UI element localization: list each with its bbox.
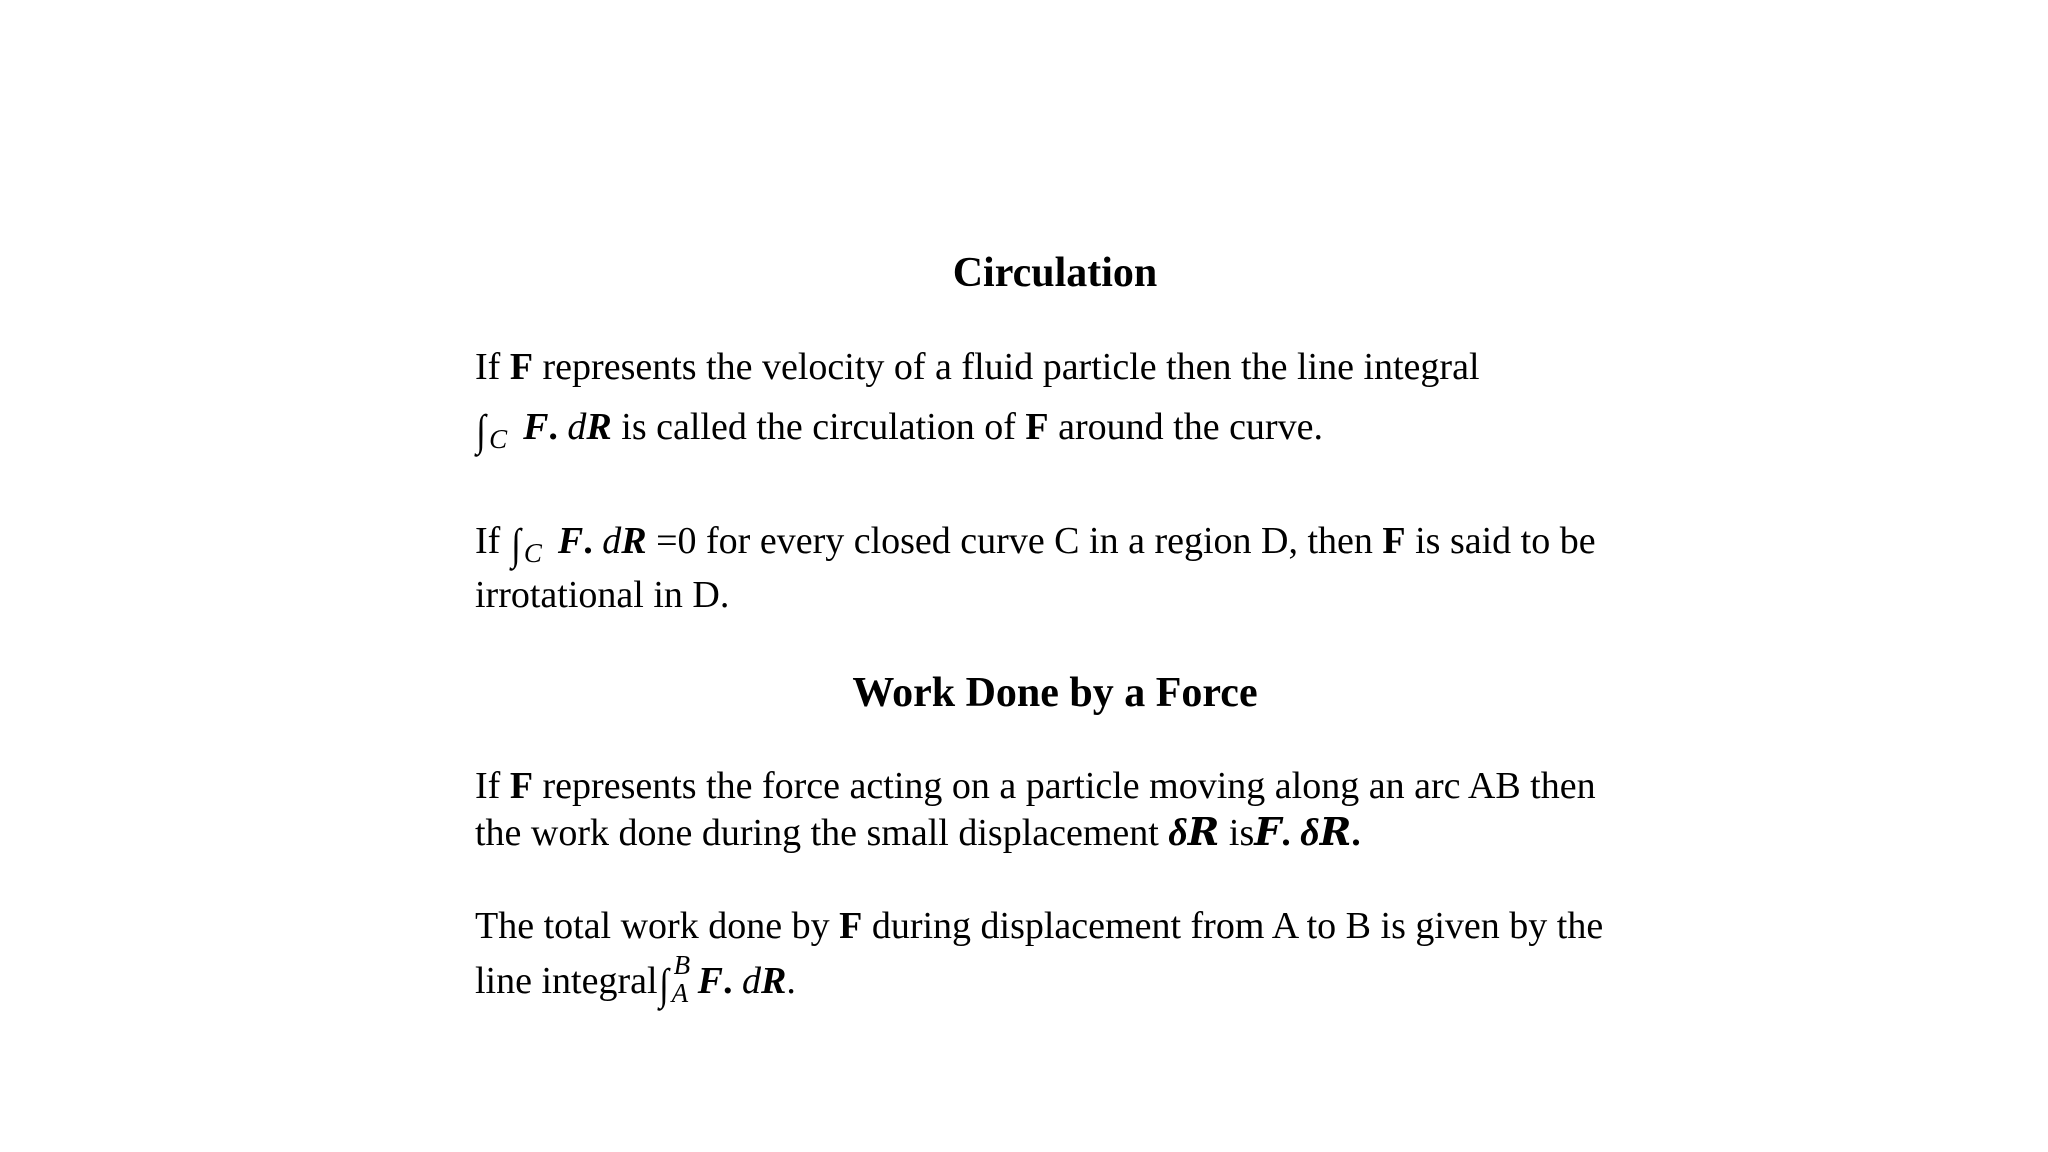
integral-lower-limit: A: [671, 978, 689, 1008]
vector-F: F: [509, 346, 534, 388]
integral-limits: [487, 404, 509, 454]
text: is called the circulation of: [611, 406, 1026, 448]
integral-lower-limit: C: [489, 424, 508, 454]
period: .: [1351, 812, 1361, 854]
expr-F: 𝑭: [1254, 812, 1282, 854]
expr-d: d: [567, 406, 587, 448]
expr-delta-R: δ𝑹: [1300, 812, 1352, 854]
circulation-para1-line2: [475, 404, 1323, 455]
text: is: [1219, 812, 1255, 854]
expr-R: R: [760, 960, 787, 1002]
integral-limits: [670, 950, 692, 1008]
integral-upper-limit: B: [673, 950, 691, 980]
circulation-heading: Circulation: [952, 250, 1158, 296]
text: If: [475, 346, 510, 388]
text: line integral: [475, 960, 658, 1002]
expr-delta-R: δ𝑹: [1168, 812, 1220, 854]
expr-dot: .: [548, 406, 568, 448]
expr-d: d: [741, 960, 761, 1002]
integral-symbol: ∫: [476, 406, 486, 455]
text: If: [475, 520, 510, 562]
expr-dot: .: [1281, 812, 1301, 854]
integral-lower-limit: C: [523, 538, 542, 568]
text: during displacement from A to B is given by the: [862, 905, 1604, 947]
integral-symbol: ∫: [658, 960, 669, 1009]
expr-F: F: [523, 406, 549, 448]
expr-R: R: [621, 520, 647, 562]
expr-F: F: [557, 520, 584, 562]
period: .: [786, 960, 796, 1002]
expr-dot: .: [583, 520, 603, 562]
integral-limits: [522, 518, 544, 568]
expr-d: d: [602, 520, 622, 562]
circulation-para2-line2: irrotational in D.: [475, 574, 730, 616]
vector-F: F: [839, 905, 863, 947]
expr-F: F: [697, 960, 723, 1002]
work-para2-line2: [475, 950, 796, 1009]
work-para1-line1: [475, 763, 1596, 809]
integral-symbol: ∫: [511, 520, 521, 569]
vector-F: F: [1025, 406, 1049, 448]
work-para1-line2: [475, 810, 1361, 856]
vector-F: F: [1382, 520, 1406, 562]
text: represents the force acting on a particle moving along an arc AB then: [533, 765, 1596, 807]
text: =0 for every closed curve C in a region D, then: [646, 520, 1383, 562]
text: If: [475, 765, 510, 807]
text: is said to be: [1405, 520, 1596, 562]
text: The total work done by: [475, 905, 840, 947]
vector-F: F: [509, 765, 534, 807]
circulation-para2-line1: [475, 518, 1596, 569]
work-para2-line1: [475, 903, 1603, 949]
circulation-para1-line1: [475, 344, 1480, 390]
expr-R: R: [586, 406, 612, 448]
work-done-heading: Work Done by a Force: [852, 670, 1258, 716]
text: around the curve.: [1048, 406, 1323, 448]
text: represents the velocity of a fluid particle then the line integral: [533, 346, 1480, 388]
expr-dot: .: [722, 960, 742, 1002]
text: the work done during the small displacement: [475, 812, 1169, 854]
